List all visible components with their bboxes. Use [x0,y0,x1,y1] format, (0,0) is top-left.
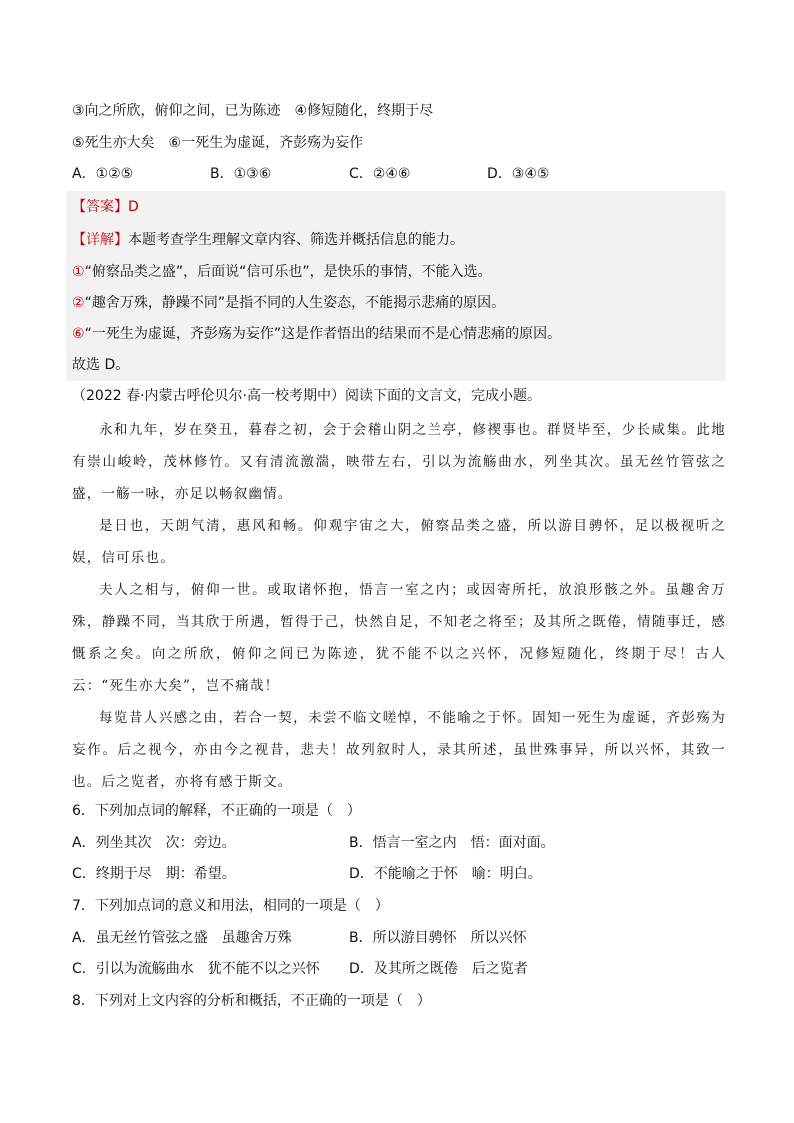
detail-text: “趣舍万殊，静躁不同”是指不同的人生姿态，不能揭示悲痛的原因。 [84,295,506,311]
detail-point-1 [72,262,492,282]
detail-text: “俯察品类之盛”，后面说“信可乐也”，是快乐的事情，不能入选。 [84,264,492,280]
detail-label: 【详解】 [72,232,128,248]
question-8-stem: 8．下列对上文内容的分析和概括，不正确的一项是（ ） [72,993,431,1009]
q6-choice-a: A．列坐其次 次：旁边。 [72,835,236,851]
passage-paragraph: 每览昔人兴感之由，若合一契，未尝不临文嗟悼，不能喻之于怀。固知一死生为虚诞，齐彭殇为妄作。后之视今，亦由今之视昔，悲夫！故列叙时人，录其所述，虽世殊事异，所以兴怀，其致一也。后之览者，亦将有感于斯文。 [72,710,726,790]
choice-b: B．①③⑥ [210,166,272,182]
passage-paragraph: 是日也，天朗气清，惠风和畅。仰观宇宙之大，俯察品类之盛，所以游目骋怀，足以极视听之娱，信可乐也。 [72,518,726,566]
detail-text: “一死生为虚诞，齐彭殇为妄作”这是作者悟出的结果而不是心情悲痛的原因。 [84,326,562,342]
detail-point-2 [72,293,505,313]
answer-line [72,197,139,217]
detail-point-6 [72,324,561,344]
passage-paragraph: 夫人之相与，俯仰一世。或取诸怀抱，悟言一室之内；或因寄所托，放浪形骸之外。虽趣舍万殊，静躁不同，当其欣于所遇，暂得于己，快然自足，不知老之将至；及其所之既倦，情随事迁，感慨系之矣。向之所欣，俯仰之间已为陈迹，犹不能不以之兴怀，况修短随化，终期于尽！古人云：“死生亦大矣”，岂不痛哉！ [72,582,726,694]
classical-passage [72,414,726,798]
circled-number: ⑥ [72,326,85,342]
q7-choice-d: D．及其所之既倦 后之览者 [349,961,528,977]
source-line: （2022 春·内蒙古呼伦贝尔·高一校考期中）阅读下面的文言文，完成小题。 [72,388,541,404]
answer-explanation-box [66,191,726,381]
passage-paragraph: 永和九年，岁在癸丑，暮春之初，会于会稽山阴之兰亭，修禊事也。群贤毕至，少长咸集。此地有崇山峻岭，茂林修竹。又有清流激湍，映带左右，引以为流觞曲水，列坐其次。虽无丝竹管弦之盛，一觞一咏，亦足以畅叙幽情。 [72,422,726,502]
answer-value: D [128,199,139,215]
answer-label: 【答案】 [72,199,128,215]
q6-choice-d: D．不能喻之于怀 喻：明白。 [349,866,542,882]
choice-c: C．②④⑥ [349,166,411,182]
circled-number: ② [72,295,85,311]
detail-intro: 本题考查学生理解文章内容、筛选并概括信息的能力。 [128,232,464,248]
q6-choice-b: B．悟言一室之内 悟：面对面。 [349,835,555,851]
q7-choice-c: C．引以为流觞曲水 犹不能不以之兴怀 [72,961,320,977]
q6-choice-c: C．终期于尽 期：希望。 [72,866,236,882]
q7-choice-b: B．所以游目骋怀 所以兴怀 [349,930,527,946]
detail-conclusion: 故选 D。 [72,357,130,373]
option-item-line: ③向之所欣，俯仰之间，已为陈迹 ④修短随化，终期于尽 [72,103,434,119]
choice-d: D．③④⑤ [487,166,550,182]
question-7-stem: 7．下列加点词的意义和用法，相同的一项是（ ） [72,898,389,914]
choice-a: A．①②⑤ [72,166,134,182]
circled-number: ① [72,264,85,280]
q7-choice-a: A．虽无丝竹管弦之盛 虽趣舍万殊 [72,930,292,946]
question-6-stem: 6．下列加点词的解释，不正确的一项是（ ） [72,803,361,819]
option-item-line: ⑤死生亦大矣 ⑥一死生为虚诞，齐彭殇为妄作 [72,135,364,151]
detail-line [72,230,464,250]
